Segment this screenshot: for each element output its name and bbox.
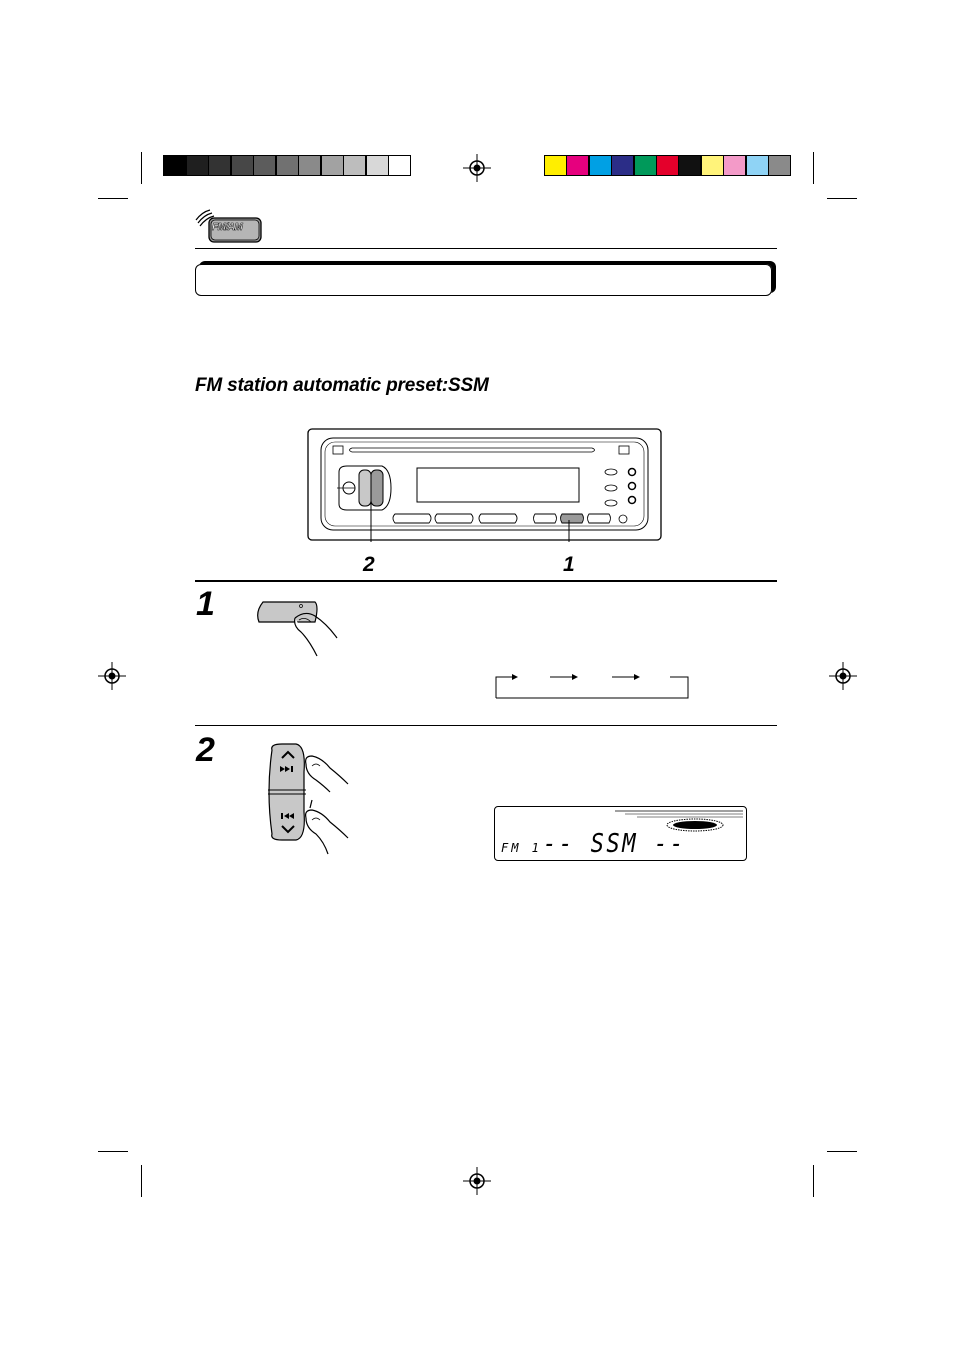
color-swatch: [768, 155, 791, 176]
color-swatch: [566, 155, 589, 176]
step-1-number: 1: [196, 585, 215, 623]
car-stereo-illustration: [307, 428, 663, 542]
grayscale-swatch: [231, 155, 254, 176]
finger-press-button-illustration: [255, 598, 345, 660]
grayscale-swatch: [163, 155, 186, 176]
registration-mark-bottom: [462, 1166, 492, 1196]
color-swatch: [656, 155, 679, 176]
step-2-rule: [195, 725, 777, 726]
color-swatch: [589, 155, 612, 176]
callout-2: 2: [363, 553, 375, 576]
color-swatch: [723, 155, 746, 176]
registration-mark-left: [97, 661, 127, 691]
grayscale-swatch: [388, 155, 411, 176]
grayscale-swatch: [253, 155, 276, 176]
finger-press-rocker-illustration: [262, 742, 352, 857]
grayscale-swatch: [343, 155, 366, 176]
grayscale-swatch: [208, 155, 231, 176]
grayscale-swatch: [276, 155, 299, 176]
color-swatch: [634, 155, 657, 176]
lcd-band: FM 1: [501, 841, 542, 855]
grayscale-swatch: [321, 155, 344, 176]
lcd-display: [494, 806, 747, 861]
step-1-rule: [195, 580, 777, 582]
title-banner: [195, 264, 772, 296]
grayscale-swatch: [366, 155, 389, 176]
header-rule: [195, 248, 777, 249]
callout-1: 1: [563, 553, 575, 576]
registration-mark-right: [828, 661, 858, 691]
color-swatch: [678, 155, 701, 176]
registration-mark-top: [462, 153, 492, 183]
grayscale-swatch: [298, 155, 321, 176]
step-2-number: 2: [196, 731, 215, 769]
fm-am-icon-label: FM/AM: [212, 222, 243, 233]
color-swatch: [746, 155, 769, 176]
grayscale-swatch: [186, 155, 209, 176]
color-swatch: [544, 155, 567, 176]
lcd-text: -- SSM --: [543, 829, 686, 859]
mode-cycle-diagram: [494, 670, 692, 700]
color-swatch: [701, 155, 724, 176]
color-swatch: [611, 155, 634, 176]
section-heading: FM station automatic preset:SSM: [195, 375, 489, 396]
